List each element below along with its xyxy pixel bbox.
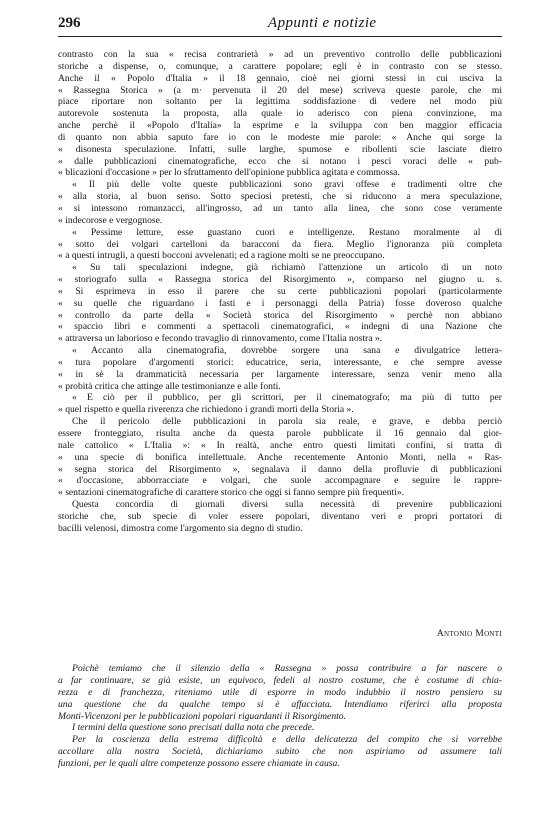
- body-text-line: « attraversa un laborioso e fecondo travaglio di rinnovamento, come l'Italia nostra ».: [58, 333, 383, 345]
- body-text-line: contrasto con la sua « recisa contrarietà » ad un preventivo controllo delle pubblicazioni: [58, 49, 502, 60]
- body-text-line: « probità critica che attinge alle testimonianze e alle fonti.: [58, 380, 281, 392]
- body-text-line: « Su tali speculazioni indegne, già richiamò l'attenzione un articolo di un noto: [72, 262, 502, 274]
- editorial-text-line: accollare alla nostra Società, dichiariamo subito che non aspiriamo ad assumere tali: [58, 746, 502, 758]
- author-signature: Antonio Monti: [436, 628, 502, 639]
- body-text-line: « Rassegna Storica » (a m· pervenuta il 20 del mese) scriveva queste parole, che mi: [58, 84, 502, 96]
- editorial-note: [58, 663, 502, 770]
- body-text-line: « si intessono romanzacci, all'ingrosso, ad un tanto alla linea, che sono cose veramente: [58, 202, 502, 214]
- editorial-text-line: Per la coscienza della estrema difficoltà e della delicatezza del compito che si vorrebbe: [72, 734, 502, 746]
- body-text-line: « alla storia, al buon senso. Sotto speciosi pretesti, che si riducono a mera speculazione,: [58, 191, 502, 203]
- body-text-line: Questa concordia di giornali diversi sulla necessità di prevenire pubblicazioni: [72, 499, 502, 511]
- editorial-text-line: Monti-Vicenzoni per le pubblicazioni popolari riguardanti il Risorgimento.: [58, 710, 346, 722]
- article-body: [58, 49, 502, 535]
- editorial-text-line: I termini della questione sono precisati dalla nota che precede.: [72, 722, 315, 734]
- body-text-line: nale cattolico « L'Italia »: « In realtà, anche entro questi limitati confini, si tratta di: [58, 439, 502, 451]
- body-text-line: essere fronteggiato, risulta anche da questa parole pubblicate il 16 gennaio dal gior-: [58, 428, 502, 439]
- body-text-line: « indecorose e vergognose.: [58, 214, 163, 226]
- body-text-line: « d'occasione, abborracciate e volgari, che suole accompagnare e seguire le rappre-: [58, 475, 502, 487]
- body-text-line: Che il pericolo delle pubblicazioni in parola sia reale, e grave, e debba perciò: [72, 416, 502, 428]
- body-text-line: Anche il « Popolo d'Italia » il 18 gennaio, cioè nei giorni stessi in cui usciva la: [58, 72, 502, 84]
- body-text-line: autorevole sostenuta la proposta, alla quale io aderisco con piena convinzione, ma: [58, 108, 502, 120]
- running-head: Appunti e notizie: [268, 15, 377, 31]
- body-text-line: « tura popolare d'argomenti storici: educatrice, seria, interessante, e che sempre avesse: [58, 356, 502, 368]
- body-text-line: di quanto non abbia saputo fare io con le modeste mie parole: « Anche qui sorge la: [58, 131, 502, 143]
- body-text-line: storiche a dispense, o, comunque, a carattere popolare; egli è in contrasto con se stesso.: [58, 60, 502, 72]
- body-text-line: « Il più delle volte queste pubblicazioni sono gravi offese e tradimenti oltre che: [72, 179, 502, 191]
- editorial-text-line: a far continuare, se già esiste, un equivoco, fedeli al nostro costume, che è costume di chia-: [58, 674, 502, 686]
- body-text-line: « Accanto alla cinematografia, dovrebbe sorgere una sana e divulgatrice lettera-: [72, 345, 502, 357]
- body-text-line: « in sè la drammaticità necessaria per largamente interessare, senza venir meno alla: [58, 368, 502, 380]
- body-text-line: « a questi intrugli, a questi bocconi avvelenati; ed a ragione molti se ne preoccupano.: [58, 250, 385, 262]
- body-text-line: anche perchè il «Popolo d'Italia» la esprime e la sviluppa con ben maggior efficacia: [58, 120, 502, 132]
- body-text-line: « spaccio libri e commenti a spettacoli cinematografici, « indegni di una Nazione che: [58, 321, 502, 333]
- page-header: [58, 14, 502, 37]
- body-text-line: « Pessime letture, esse guastano cuori e intelligenze. Restano moralmente al di: [72, 226, 502, 238]
- editorial-text-line: rezza e di franchezza, riteniamo utile di esporre in modo indubbio il nostro pensiero su: [58, 686, 502, 698]
- body-text-line: « dalle pubblicazioni cinematografiche, ecco che si notano i pesci voraci delle « pub-: [58, 155, 502, 167]
- editorial-text-line: funzioni, per le quali altre competenze possono essere chiamate in causa.: [58, 758, 340, 770]
- page-number: 296: [58, 15, 81, 31]
- body-text-line: storiche che, sub specie di voler essere popolari, diventano veri e propri portatori di: [58, 510, 502, 522]
- body-text-line: « sotto dei volgari cartelloni da baracconi da fiera. Meglio l'ignoranza più completa: [58, 238, 502, 250]
- body-text-line: « E ciò per il pubblico, per gli scrittori, per il cinematografo; ma più di tutto per: [72, 392, 502, 404]
- body-text-line: « controllo da parte della « Società storica del Risorgimento » perchè non abbiano: [58, 309, 502, 321]
- body-text-line: bacilli velenosi, dimostra come l'argomento sia degno di studio.: [58, 522, 303, 534]
- body-text-line: « storiografo sulla « Rassegna storica del Risorgimento », comparso nel giugno u. s.: [58, 274, 502, 286]
- body-text-line: « blicazioni d'occasione » per lo sfruttamento dell'opinione pubblica agitata e commossa.: [58, 167, 400, 179]
- body-text-line: « una specie di bonifica intellettuale. Anche recentemente Antonio Monti, nella « Ras-: [58, 451, 502, 463]
- editorial-text-line: Poichè temiamo che il silenzio della « Rassegna » possa contribuire a far nascere o: [72, 663, 502, 674]
- editorial-text-line: una questione che da qualche tempo si è affacciata. Intendiamo riferirci alla proposta: [58, 698, 502, 710]
- body-text-line: « quel rispetto e quella riverenza che richiedono i grandi morti della Storia ».: [58, 404, 354, 416]
- body-text-line: « Si esprimeva in esso il parere che su certe pubblicazioni popolari (particolarmente: [58, 285, 502, 297]
- body-text-line: « sentazioni cinematografiche di carattere storico che oggi si fanno sempre più frequenti».: [58, 487, 405, 499]
- body-text-line: « segna storica del Risorgimento », segnalava il danno della profluvie di pubblicazioni: [58, 463, 502, 475]
- body-text-line: « su quelle che riguardano i fasti e i personaggi della Patria) fosse doveroso qualche: [58, 297, 502, 309]
- body-text-line: « disonesta speculazione. Infatti, sulle larghe, spumose e ribollenti scie lasciate dietro: [58, 143, 502, 155]
- body-text-line: piace riportare non soltanto per la legittima soddisfazione di vedere nel modo più: [58, 96, 502, 108]
